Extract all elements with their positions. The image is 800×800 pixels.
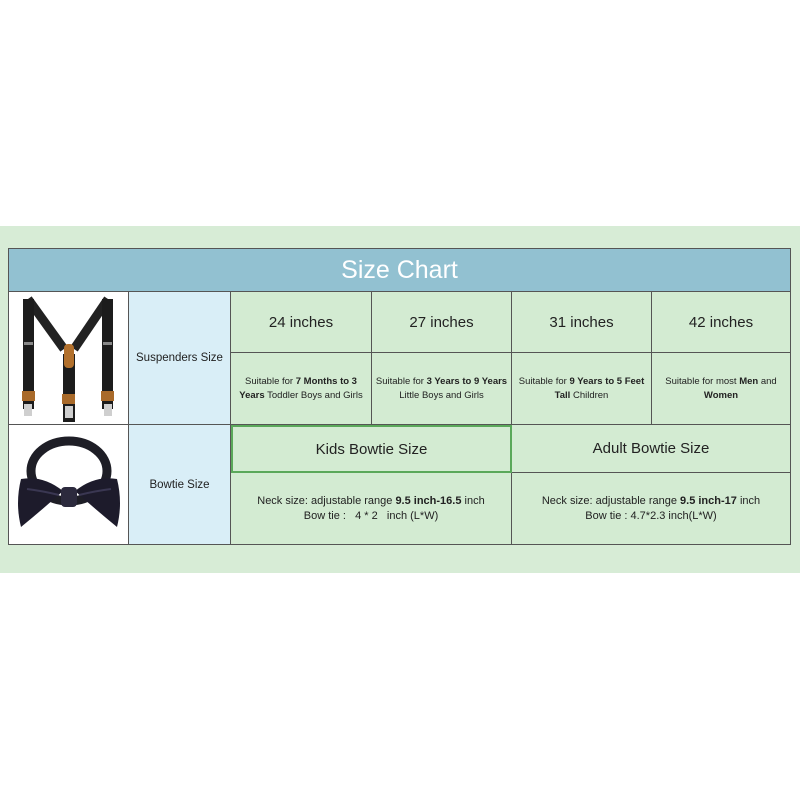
suspenders-desc-24: Suitable for 7 Months to 3 Years Toddler Boys and Girls <box>231 353 372 424</box>
suspenders-icon <box>14 294 124 422</box>
suspenders-size-24: 24 inches <box>231 292 372 353</box>
kids-neck-size: Neck size: adjustable range 9.5 inch-16.5 inch <box>257 494 485 507</box>
chart-title: Size Chart <box>9 249 790 292</box>
bowtie-icon <box>13 429 125 541</box>
suspenders-size-label: Suspenders Size <box>129 292 231 424</box>
suspenders-size-31: 31 inches <box>512 292 652 353</box>
kids-bow-size: Bow tie : 4 * 2 inch (L*W) <box>303 509 439 522</box>
bowtie-size-label: Bowtie Size <box>129 425 231 544</box>
adult-bow-size: Bow tie : 4.7*2.3 inch(L*W) <box>585 509 717 522</box>
bowtie-image <box>9 425 129 544</box>
kids-bowtie-desc <box>231 473 512 544</box>
adult-bowtie-heading: Adult Bowtie Size <box>512 425 790 473</box>
suspenders-image <box>9 292 129 424</box>
suspenders-size-27: 27 inches <box>372 292 512 353</box>
suspenders-desc-27: Suitable for 3 Years to 9 Years Little Boys and Girls <box>372 353 512 424</box>
suspenders-desc-31: Suitable for 9 Years to 5 Feet Tall Children <box>512 353 652 424</box>
size-chart-table <box>8 248 791 545</box>
kids-bowtie-heading: Kids Bowtie Size <box>231 425 512 473</box>
suspenders-desc-42: Suitable for most Men and Women <box>665 375 777 401</box>
adult-neck-size: Neck size: adjustable range 9.5 inch-17 inch <box>541 494 761 507</box>
suspenders-size-42: 42 inches <box>652 292 790 353</box>
adult-bowtie-desc <box>512 473 790 544</box>
